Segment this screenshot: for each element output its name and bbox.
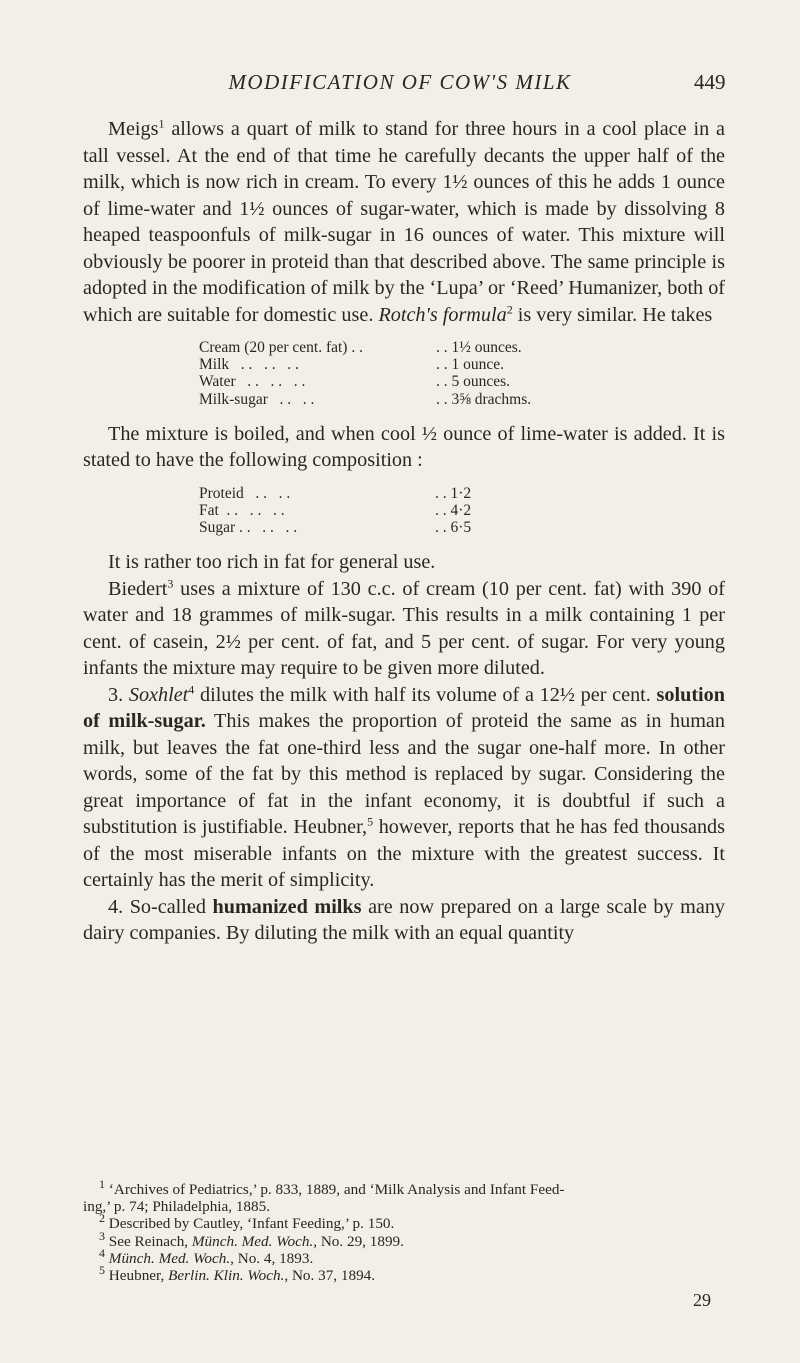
item-number: 3. [108, 683, 129, 706]
ingredient-value: . . 1½ ounces. [436, 339, 522, 356]
author-soxhlet: Soxhlet [128, 683, 189, 706]
component-value: . . 4·2 [435, 502, 472, 520]
paragraph-boiled: The mixture is boiled, and when cool ½ ounce of lime-water is added. It is stated to have the following composition : [83, 422, 725, 472]
table-row [199, 339, 725, 356]
table-row [199, 391, 725, 408]
rotch-ingredients-table [199, 339, 725, 408]
footnote-marker: 3 [99, 1228, 105, 1243]
author-meigs: Meigs [108, 118, 159, 140]
component-label: Sugar . . . . . . [199, 519, 298, 537]
footnote-3: $^3$ See Reinach, Münch. Med. Woch., No. 29, 1899. [99, 1228, 404, 1250]
footnote-marker: 5 [99, 1262, 105, 1277]
author-biedert: Biedert [108, 577, 168, 600]
footnote-1-continued: ing,’ p. 74; Philadelphia, 1885. [83, 1198, 271, 1216]
paragraph-soxhlet [83, 682, 725, 894]
footnote-2: $^2$ Described by Cautley, ‘Infant Feeding,’ p. 150. [99, 1211, 395, 1233]
footnote-ref-5[interactable]: 5 [367, 814, 374, 829]
paragraph-text: 4. So-called [108, 895, 213, 918]
ingredient-label: Water . . . . . . [199, 373, 306, 391]
page-number: 449 [694, 70, 726, 94]
bold-term: solution of milk-sugar. [83, 683, 725, 733]
table-row [199, 485, 725, 502]
ingredient-value: . . 3⅝ drachms. [436, 390, 532, 408]
table-row [199, 373, 725, 390]
footnote-ref-1[interactable]: 1 [158, 116, 165, 131]
ingredient-label: Milk . . . . . . [199, 356, 299, 374]
paragraph-text: is very similar. He takes [512, 303, 713, 326]
bold-term: humanized milks [212, 895, 362, 918]
running-title: MODIFICATION OF COW'S MILK [228, 70, 572, 94]
component-label: Proteid . . . . [199, 484, 291, 502]
footnote-1: $^1$ ‘Archives of Pediatrics,’ p. 833, 1889, and ‘Milk Analysis and Infant Feed- [99, 1176, 565, 1198]
signature-mark: 29 [693, 1290, 711, 1310]
body-text [83, 116, 725, 947]
rotch-formula-label: Rotch's formula [378, 303, 507, 326]
footnote-marker: 1 [99, 1176, 105, 1191]
paragraph-biedert [83, 576, 725, 682]
table-row [199, 356, 725, 373]
ingredient-label: Milk-sugar . . . . [199, 390, 315, 408]
paragraph-meigs [83, 116, 725, 328]
footnote-marker: 4 [99, 1245, 105, 1260]
paragraph-text: dilutes the milk with half its volume of a 12½ per cent. [194, 683, 657, 706]
footnote-ref-4[interactable]: 4 [188, 682, 195, 697]
paragraph-too-rich: It is rather too rich in fat for general use. [108, 551, 436, 574]
paragraph-text: are now prepared on a large scale by many dairy companies. By diluting the milk with an equal quantity [83, 895, 726, 945]
paragraph-text: however, reports that he has fed thousands of the most miserable infants on the mixture with the greatest success. It certainly has the merit of simplicity. [83, 816, 725, 892]
component-value: . . 1·2 [435, 484, 472, 502]
paragraph-text: This makes the proportion of proteid the same as in human milk, but leaves the fat one-third less and the sugar one-half more. In other words, some of the fat by this method is replaced by sugar. Considering the great importance of fat in the infant economy, it is doubtful if such a substitution is justifiable. Heubner, [83, 710, 725, 839]
component-value: . . 6·5 [435, 519, 472, 537]
paragraph-text: allows a quart of milk to stand for three hours in a cool place in a tall vessel. At the end of that time he carefully decants the upper half of the milk, which is now rich in cream. To every 1½ ounces of this he adds 1 ounce of lime-water and 1½ ounces of sugar-water, which is made by dissolving 8 heaped teaspoonfuls of milk-sugar in 16 ounces of water. This mixture will obviously be poorer in proteid than that described above. The same principle is adopted in the modification of milk by the ‘Lupa’ or ‘Reed’ Humanizer, both of which are suitable for domestic use. [83, 118, 726, 326]
footnote-ref-2[interactable]: 2 [506, 301, 513, 316]
table-row [199, 519, 725, 536]
ingredient-label: Cream (20 per cent. fat) . . [199, 339, 363, 356]
table-row [199, 502, 725, 519]
paragraph-humanized [83, 894, 725, 947]
footnote-marker: 2 [99, 1211, 105, 1226]
composition-table [199, 485, 725, 537]
footnote-4: $^4$ Münch. Med. Woch., No. 4, 1893. [99, 1245, 314, 1267]
ingredient-value: . . 5 ounces. [436, 373, 511, 391]
footnote-5: $^5$ Heubner, Berlin. Klin. Woch., No. 37, 1894. [99, 1262, 376, 1285]
component-label: Fat . . . . . . [199, 502, 285, 520]
footnote-ref-3[interactable]: 3 [167, 576, 174, 591]
footnotes [83, 1176, 727, 1285]
paragraph-text: uses a mixture of 130 c.c. of cream (10 per cent. fat) with 390 of water and 18 grammes of milk-sugar. This results in a milk containing 1 per cent. of casein, 2½ per cent. of fat, and 5 per cent. of sugar. For very young infants the mixture may require to be given more diluted. [83, 577, 725, 680]
ingredient-value: . . 1 ounce. [436, 356, 505, 374]
